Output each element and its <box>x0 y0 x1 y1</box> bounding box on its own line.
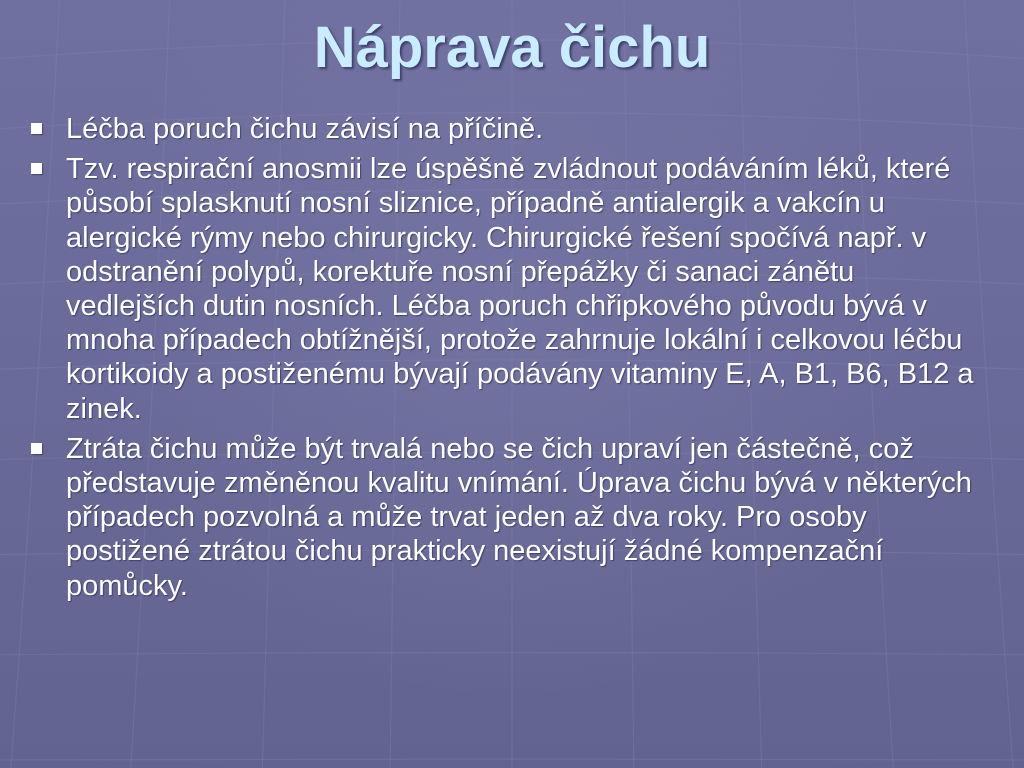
square-bullet-icon <box>31 163 42 174</box>
bullet-text: Léčba poruch čichu závisí na příčině. <box>66 113 544 145</box>
slide-title: Náprava čichu <box>313 15 711 80</box>
square-bullet-icon <box>31 123 42 134</box>
bullet-list <box>28 112 988 609</box>
bullet-item <box>28 432 988 603</box>
bullet-item <box>28 112 988 146</box>
bullet-text: Tzv. respirační anosmii lze úspěšně zvládnout podáváním léků, které působí splasknutí nosní sliznice, případně antialergik a vakcín u alergické rýmy nebo chirurgicky. Chirurgické řešení spočívá např. v odstranění polypů, korektuře nosní přepážky či sanaci zánětu vedlejších dutin nosních. Léčba poruch chřipkového původu bývá v mnoha případech obtížnější, protože zahrnuje lokální i celkovou léčbu kortikoidy a postiženému bývají podávány vitaminy E, A, B1, B6, B12 a zinek. <box>66 153 974 425</box>
square-bullet-icon <box>31 443 42 454</box>
bullet-text: Ztráta čichu může být trvalá nebo se čich upraví jen částečně, což představuje změněnou kvalitu vnímání. Úprava čichu bývá v některých případech pozvolná a může trvat jeden až dva roky. Pro osoby postižené ztrátou čichu prakticky neexistují žádné kompenzační pomůcky. <box>66 432 972 602</box>
bullet-item <box>28 152 988 426</box>
